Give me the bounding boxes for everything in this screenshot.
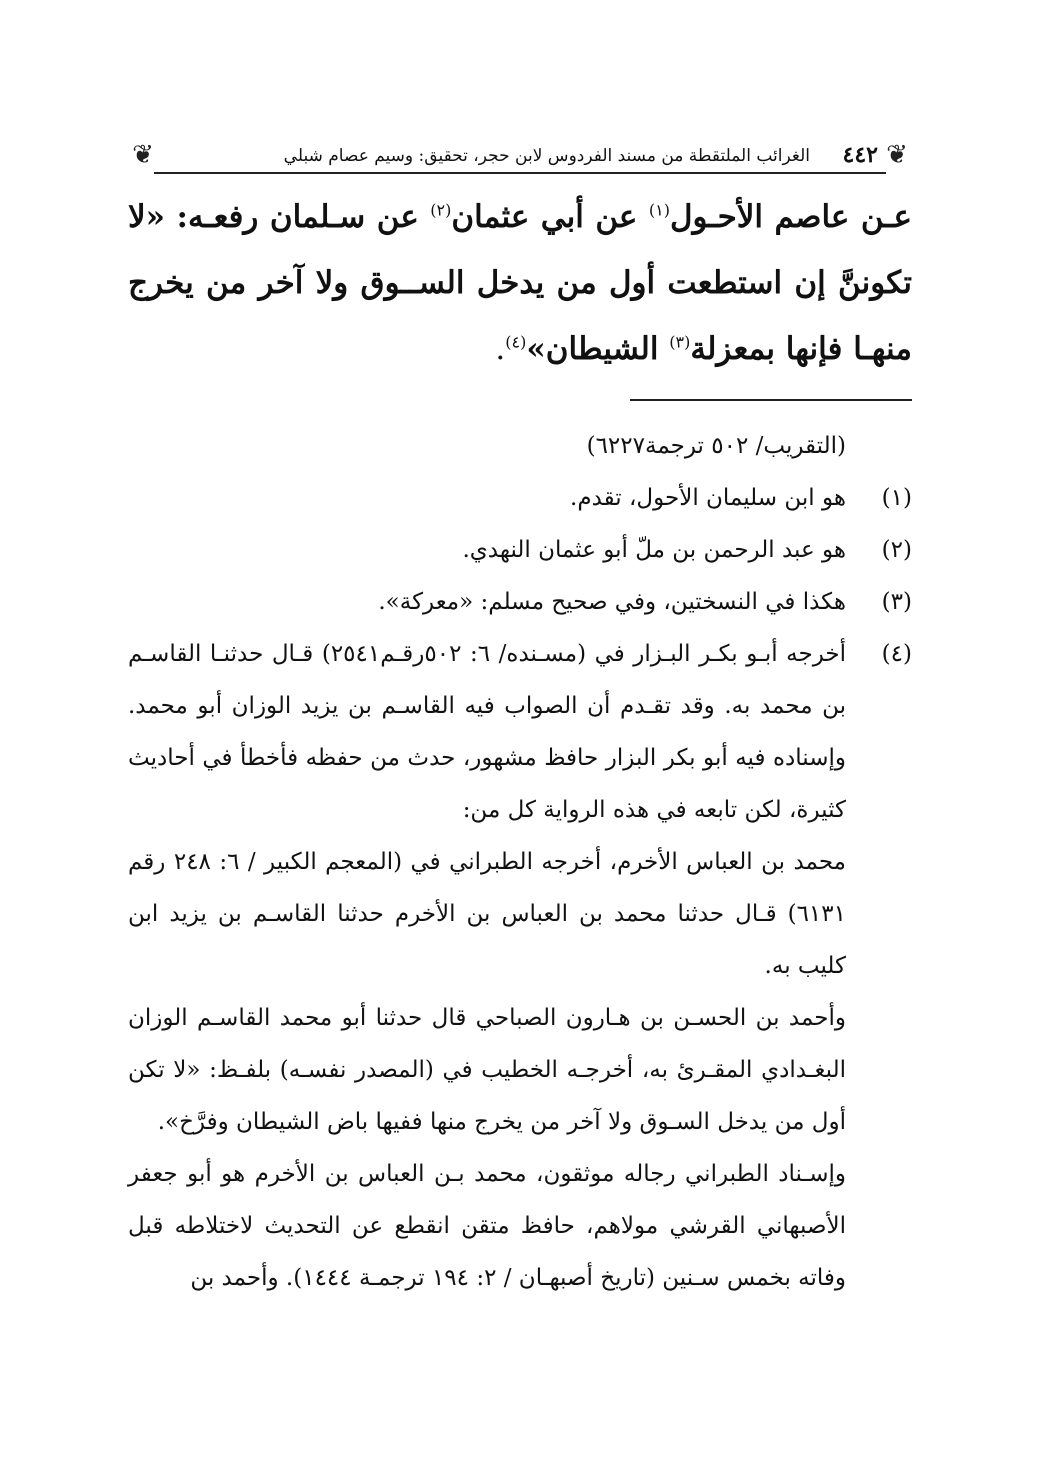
- footnote-ref-2: (٢): [430, 200, 452, 220]
- footnote-item: [128, 628, 912, 836]
- footnote-item: [128, 472, 912, 524]
- footnote-number: (٤): [881, 641, 912, 667]
- footnote-number: (١): [881, 485, 912, 511]
- footnote-paragraph: محمد بن العباس الأخرم، أخرجه الطبراني في (المعجم الكبير / ٦: ٢٤٨ رقم ٦١٣١) قـال حدثنا محمد بن العباس بن الأخرم حدثنا القاسـم بن يزيد ابن كليب به.: [128, 849, 846, 979]
- footnote-number: (٣): [881, 589, 912, 615]
- footnote-ref-3: (٣): [669, 332, 691, 352]
- footnote-text: هو ابن سليمان الأحول، تقدم.: [570, 485, 846, 511]
- main-text-part: عـن عاصم الأحـول: [669, 199, 913, 235]
- footnote-text: أخرجه أبـو بكـر البـزار في (مسـنده/ ٦: ٥٠٢رقـم٢٥٤١) قـال حدثنـا القاسـم بن محمد به. وقد تقـدم أن الصواب فيه القاسـم بن يزيد الوزان أبو محمد. وإسناده فيه أبو بكر البزار حافظ مشهور، حدث من حفظه فأخطأ في أحاديث كثيرة، لكن تابعه في هذه الرواية كل من:: [128, 641, 847, 823]
- main-text-part: الشيطان»: [526, 331, 670, 367]
- ornament-right-icon: ❦: [886, 140, 908, 170]
- main-text-part: عن أبي عثمان: [451, 199, 649, 235]
- footnotes: [128, 420, 912, 1304]
- footnote-carryover: (التقريب/ ٥٠٢ ترجمة٦٢٢٧): [586, 433, 846, 459]
- header-rule: [154, 172, 886, 174]
- footnote-text: هكذا في النسختين، وفي صحيح مسلم: «معركة».: [378, 589, 846, 615]
- footnote-text: هو عبد الرحمن بن ملّ أبو عثمان النهدي.: [462, 537, 846, 563]
- footnote-ref-4: (٤): [505, 332, 527, 352]
- ornament-left-icon: ❦: [132, 140, 154, 170]
- page-number: ٤٤٢: [842, 142, 878, 168]
- running-title: الغرائب الملتقطة من مسند الفردوس لابن حجر، تحقيق: وسيم عصام شبلي: [283, 146, 810, 166]
- footnote-separator: [630, 399, 912, 401]
- main-hadith-text: [128, 184, 912, 382]
- main-text-part: .: [495, 331, 506, 367]
- footnote-paragraph: وأحمد بن الحسـن بن هـارون الصباحي قال حدثنا أبو محمد القاسـم الوزان البغـدادي المقـرئ به، أخرجـه الخطيب في (المصدر نفسـه) بلفـظ: «لا تكن أول من يدخل السـوق ولا آخر من يخرج منها ففيها باض الشيطان وفرَّخ».: [128, 1005, 846, 1135]
- running-header: [128, 138, 912, 178]
- footnote-item: [128, 524, 912, 576]
- footnote-paragraph: وإسـناد الطبراني رجاله موثقون، محمد بـن العباس بن الأخرم هو أبو جعفر الأصبهاني القرشي مولاهم، حافظ متقن انقطع عن التحديث لاختلاطه قبل وفاته بخمس سـنين (تاريخ أصبهـان / ٢: ١٩٤ ترجمـة ١٤٤٤). وأحمد بن: [128, 1161, 846, 1291]
- main-text-part: عن سـلمان رفعـه: «لا تكوننَّ إن استطعت أول من يدخل الســوق ولا آخر من يخرج منهـا فإنها بمعزلة: [128, 199, 912, 367]
- footnote-number: (٢): [881, 537, 912, 563]
- footnote-item: [128, 576, 912, 628]
- footnote-ref-1: (١): [648, 200, 670, 220]
